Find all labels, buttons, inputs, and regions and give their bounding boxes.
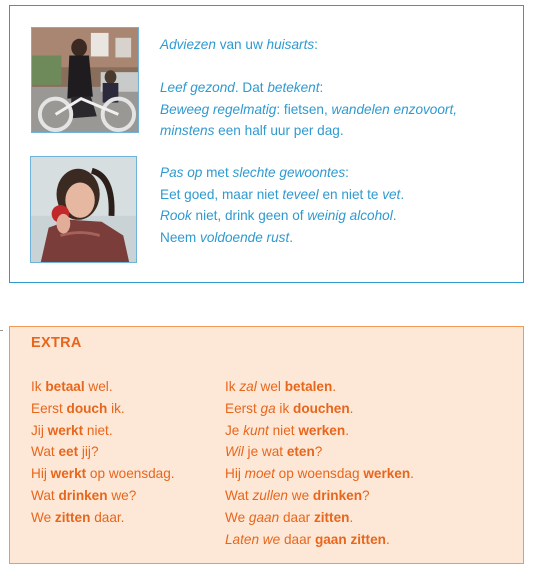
example-sentence: Wat drinken we? xyxy=(31,487,137,503)
example-sentence: Ik zal wel betalen. xyxy=(225,379,337,394)
example-sentence: Ik betaal wel. xyxy=(31,379,113,394)
advice-line: minstens een half uur per dag. xyxy=(160,123,344,138)
example-sentence: Wil je wat eten? xyxy=(225,444,323,460)
modal-verb-column xyxy=(225,376,414,550)
example-sentence: Jij werkt niet. xyxy=(31,422,113,438)
margin-mark xyxy=(0,330,3,331)
example-sentence: Je kunt niet werken. xyxy=(225,422,349,438)
example-sentence: Wat eet jij? xyxy=(31,444,99,460)
present-tense-column xyxy=(31,376,175,529)
advice-intro: Adviezen van uw huisarts: xyxy=(160,37,318,52)
advice-block-healthy xyxy=(160,34,457,142)
example-sentence: Eerst ga ik douchen. xyxy=(225,400,354,416)
advice-block-habits xyxy=(160,162,404,248)
example-sentence: Eerst douch ik. xyxy=(31,400,125,416)
advice-line: Neem voldoende rust. xyxy=(160,229,294,245)
advice-line: Eet goed, maar niet teveel en niet te vet. xyxy=(160,186,405,202)
extra-title: EXTRA xyxy=(31,335,82,351)
example-sentence: Hij moet op woensdag werken. xyxy=(225,466,414,482)
example-sentence: We zitten daar. xyxy=(31,509,125,525)
photo-cyclist xyxy=(31,27,139,133)
extra-grammar-box xyxy=(9,326,524,564)
eating-image xyxy=(31,157,136,262)
example-sentence: Laten we daar gaan zitten. xyxy=(225,531,390,547)
example-sentence: Hij werkt op woensdag. xyxy=(31,466,175,482)
example-sentence: We gaan daar zitten. xyxy=(225,509,354,525)
advice-line: Beweeg regelmatig: fietsen, wandelen enzovoort, xyxy=(160,101,457,117)
doctor-advice-box xyxy=(9,5,524,283)
advice-line: Leef gezond. Dat betekent: xyxy=(160,80,324,95)
advice-line: Rook niet, drink geen of weinig alcohol. xyxy=(160,208,397,223)
advice-line: Pas op met slechte gewoontes: xyxy=(160,165,349,180)
cyclist-image xyxy=(32,28,138,132)
photo-woman-eating xyxy=(30,156,137,263)
example-sentence: Wat zullen we drinken? xyxy=(225,487,370,503)
